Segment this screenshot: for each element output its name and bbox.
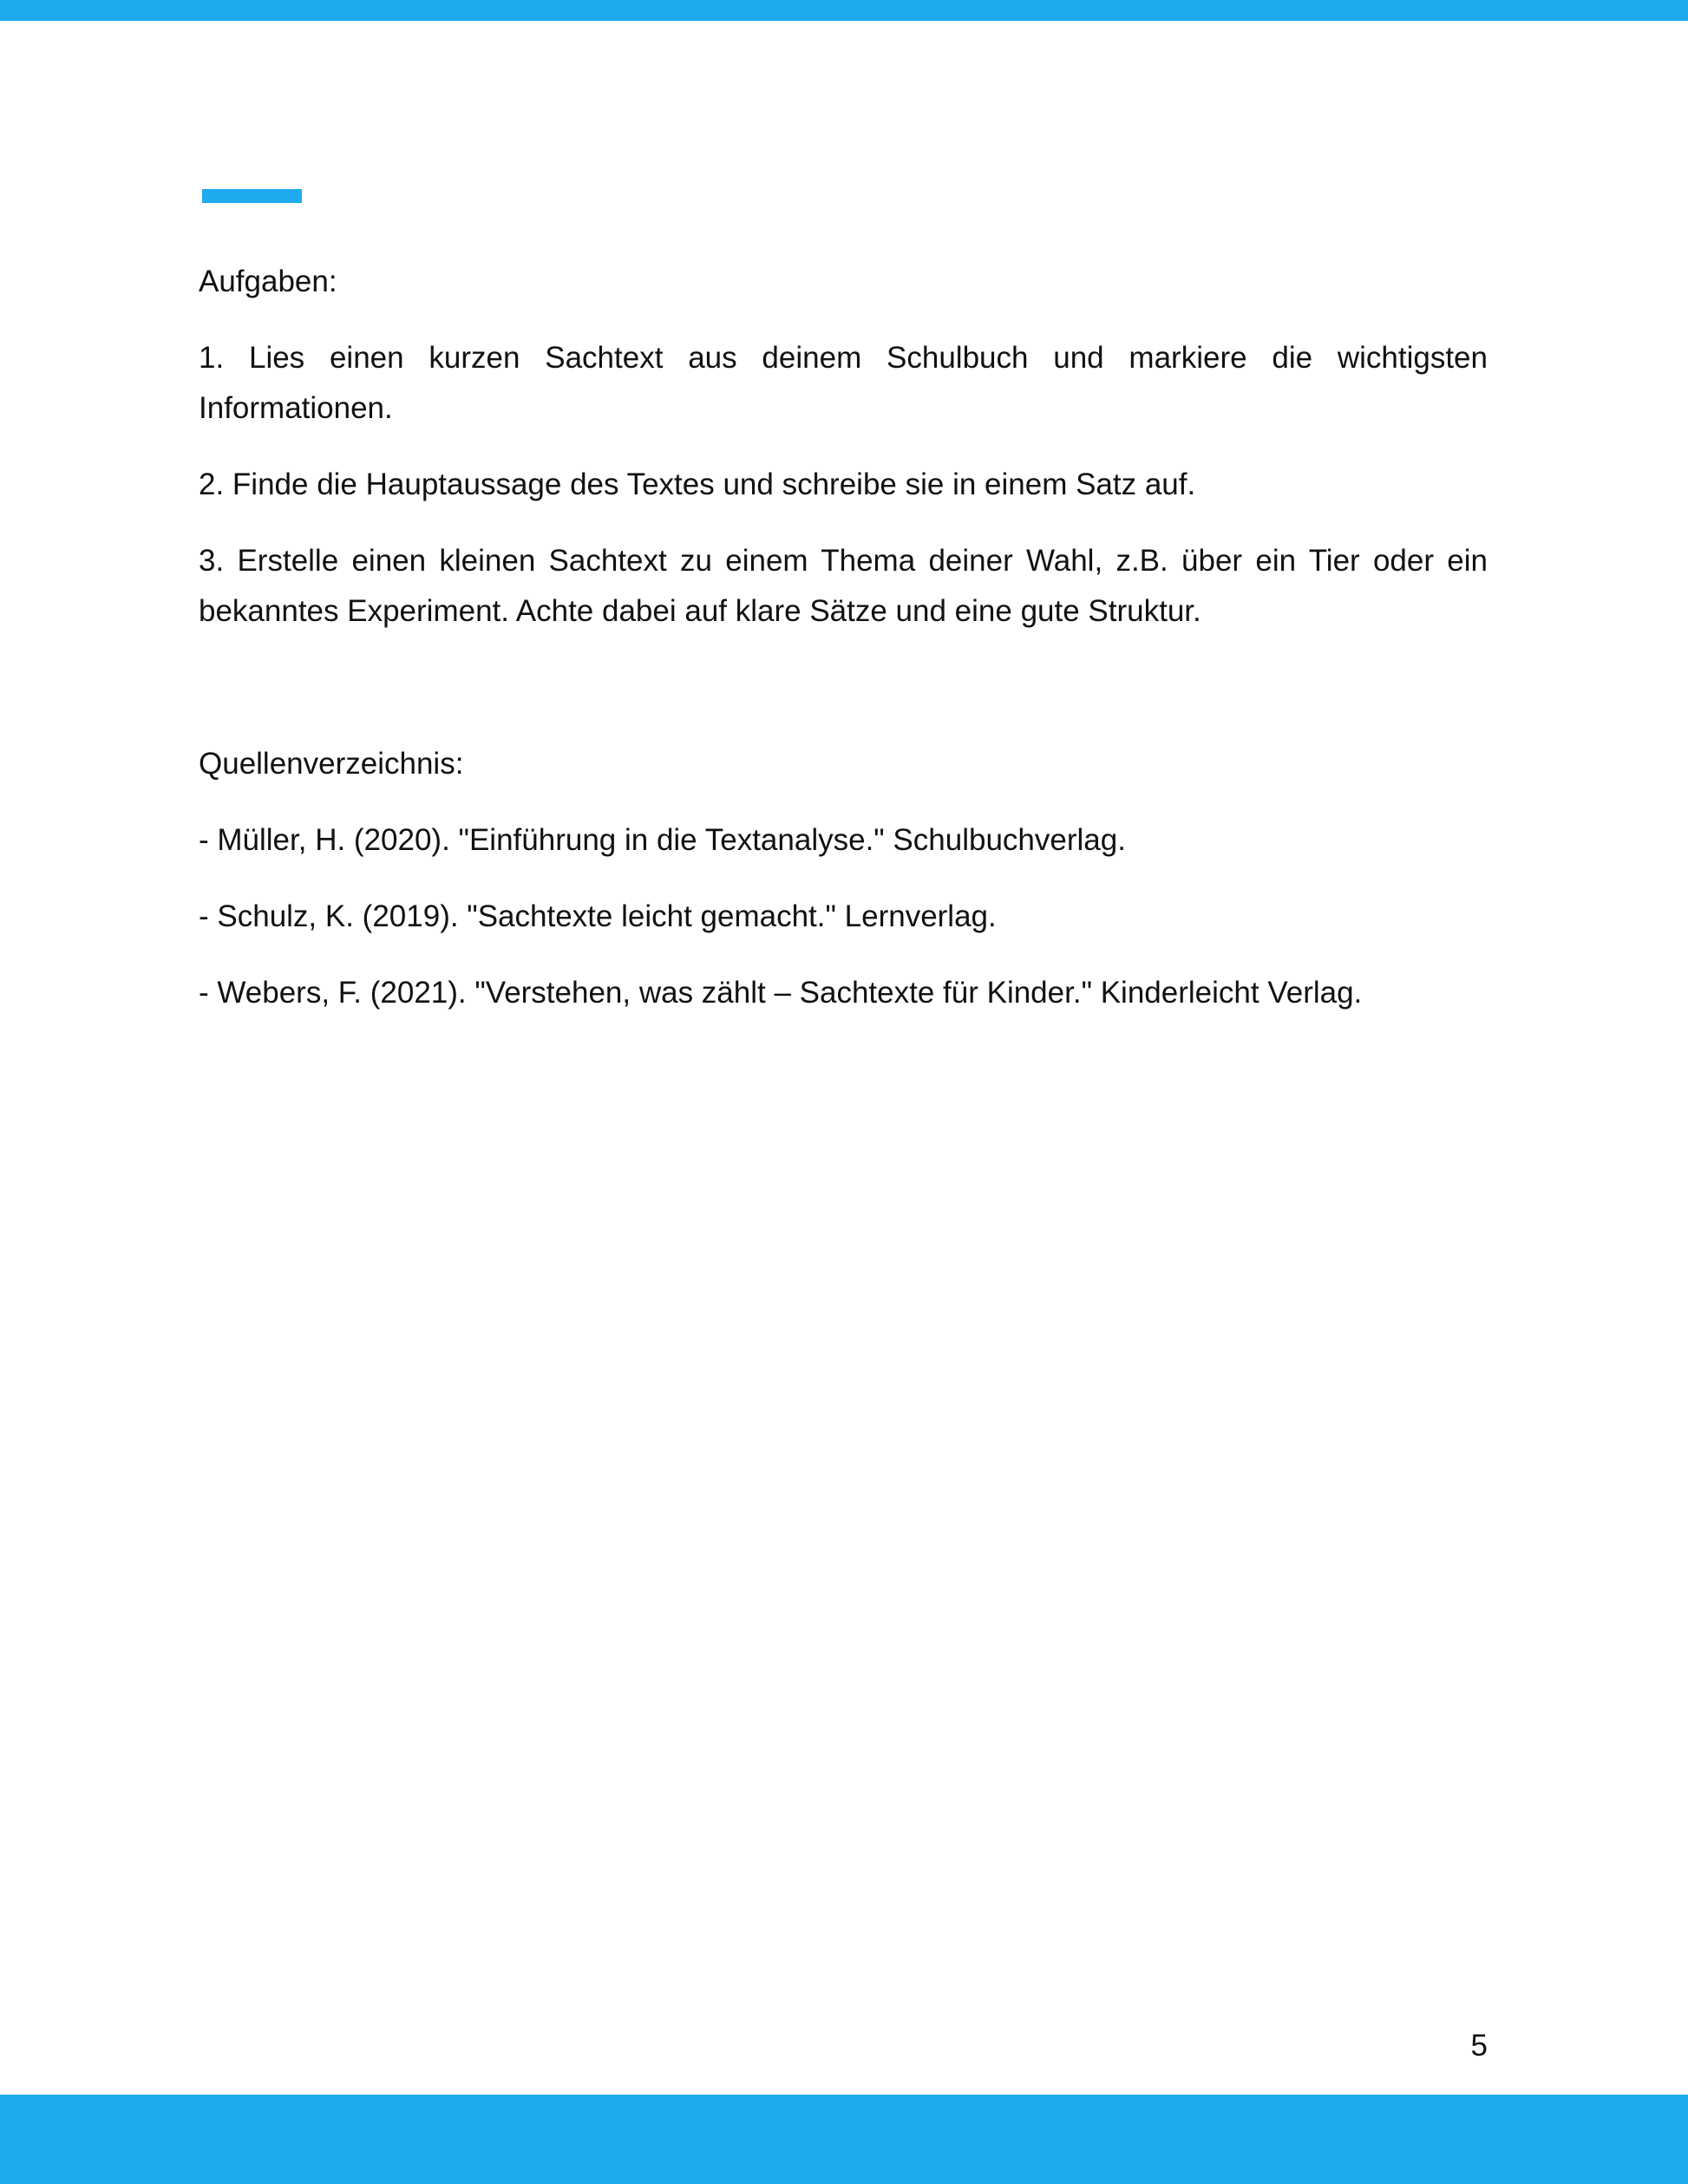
task-item: 3. Erstelle einen kleinen Sachtext zu einem Thema deiner Wahl, z.B. über ein Tier oder ein bekanntes Experiment. Achte dabei auf klare Sätze und eine gute Struktur.: [199, 544, 1488, 628]
source-item: - Webers, F. (2021). "Verstehen, was zählt – Sachtexte für Kinder." Kinderleicht Verlag.: [199, 976, 1363, 1010]
source-item: - Schulz, K. (2019). "Sachtexte leicht gemacht." Lernverlag.: [199, 899, 997, 933]
accent-dash-decoration: [202, 189, 302, 203]
sources-heading: Quellenverzeichnis:: [199, 747, 464, 781]
footer-color-bar: [0, 2095, 1688, 2184]
page-number: 5: [1470, 2029, 1488, 2063]
section-spacer: [199, 663, 1488, 739]
task-item: 1. Lies einen kurzen Sachtext aus deinem Schulbuch und markiere die wichtigsten Informationen.: [199, 341, 1488, 425]
source-item: - Müller, H. (2020). "Einführung in die Textanalyse." Schulbuchverlag.: [199, 823, 1126, 857]
tasks-heading: Aufgaben:: [199, 265, 337, 298]
header-color-bar: [0, 0, 1688, 21]
task-item: 2. Finde die Hauptaussage des Textes und schreibe sie in einem Satz auf.: [199, 468, 1196, 501]
page-content: [199, 257, 1488, 1044]
